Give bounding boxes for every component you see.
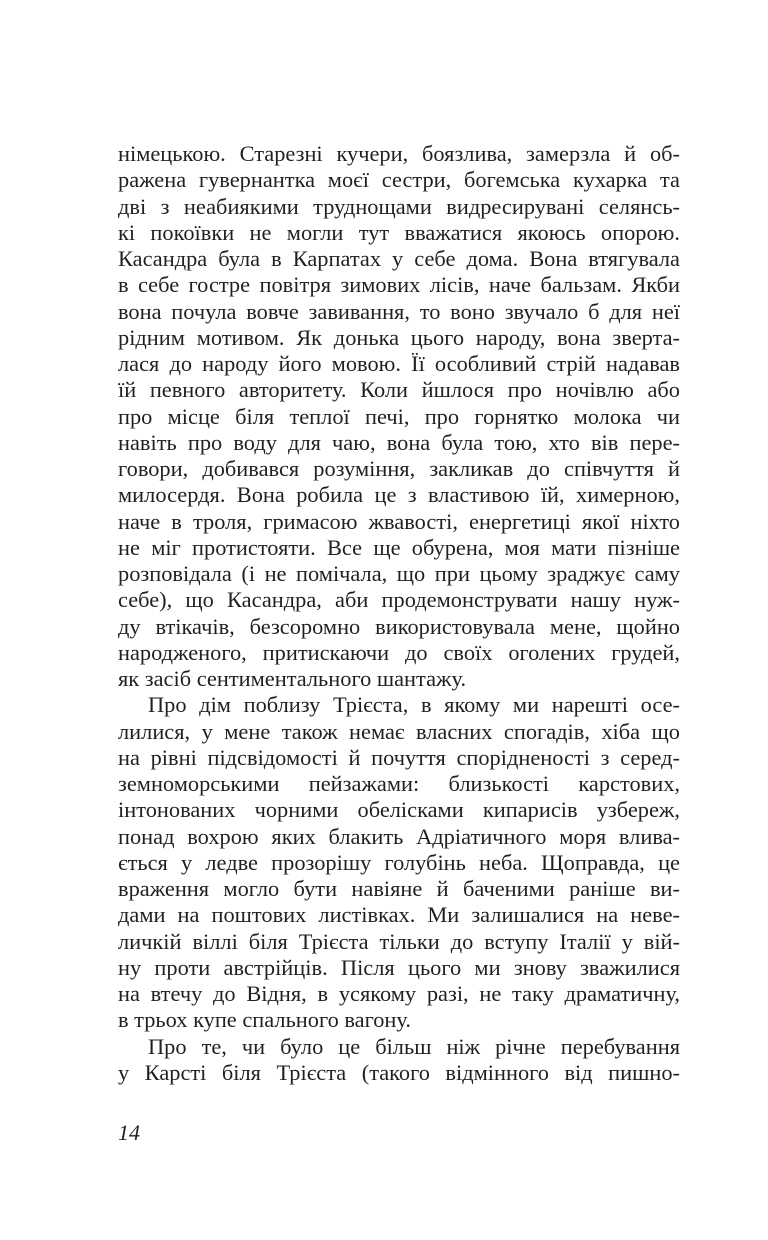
text-line: говори, добивався розуміння, закликав до співчуття й <box>118 456 680 481</box>
text-line: інтонованих чорними обелісками кипарисів узбереж, <box>118 797 680 823</box>
text-line: їй певного авторитету. Коли йшлося про ночівлю або <box>118 377 680 403</box>
text-line: себе), що Касандра, аби продемонструвати нашу нуж- <box>118 587 680 613</box>
text-line: народженого, притискаючи до своїх оголених грудей, <box>118 639 680 665</box>
text-line: навіть про воду для чаю, вона була тою, хто вів пере- <box>118 429 680 455</box>
text-line: на втечу до Відня, в усякому разі, не таку драматичну, <box>118 981 680 1006</box>
text-line: вона почула вовче завивання, то воно звучало б для неї <box>118 298 680 324</box>
text-line: милосердя. Вона робила це з властивою їй, химерною, <box>118 482 680 508</box>
text-line: розповідала (і не помічала, що при цьому зраджує саму <box>118 561 680 586</box>
text-line: дві з неабиякими труднощами видресирувані селянсь- <box>118 193 680 219</box>
paragraph <box>118 692 680 1033</box>
text-line: німецькою. Старезні кучери, боязлива, замерзла й об- <box>118 141 680 166</box>
text-line: як засіб сентиментального шантажу. <box>118 666 467 691</box>
text-line: про місце біля теплої печі, про горнятко молока чи <box>118 403 680 429</box>
text-line: ється у ледве прозорішу голубінь неба. Щоправда, це <box>118 849 680 875</box>
text-line: у Карсті біля Трієста (такого відмінного від пишно- <box>118 1059 680 1085</box>
text-line: рідним мотивом. Як донька цього народу, вона зверта- <box>118 324 680 350</box>
text-line: ну проти австрійців. Після цього ми знову зважилися <box>118 954 680 980</box>
paragraph <box>118 1034 680 1087</box>
text-line: дами на поштових листівках. Ми залишалися на неве- <box>118 902 680 928</box>
text-line: земноморськими пейзажами: близькості карстових, <box>118 771 680 796</box>
text-line: в себе гостре повітря зимових лісів, наче бальзам. Якби <box>118 272 680 298</box>
text-line: Про дім поблизу Трієста, в якому ми нарешті осе- <box>148 692 680 718</box>
text-line: в трьох купе спального вагону. <box>118 1007 411 1033</box>
text-line: не міг протистояти. Все ще обурена, моя мати пізніше <box>118 534 680 560</box>
text-line: наче в троля, гримасою жвавості, енергетиці якої ніхто <box>118 508 680 534</box>
text-line: лася до народу його мовою. Її особливий стрій надавав <box>118 351 680 376</box>
text-line: на рівні підсвідомості й почуття спорідненості з серед- <box>118 744 680 770</box>
text-line: враження могло бути навіяне й баченими раніше ви- <box>118 876 680 901</box>
text-line: понад вохрою яких блакить Адріатичного моря влива- <box>118 823 680 849</box>
text-line: ду втікачів, безсоромно використовувала мене, щойно <box>118 613 680 639</box>
text-line: Про те, чи було це більш ніж річне перебування <box>148 1033 680 1059</box>
text-line: лилися, у мене також немає власних спогадів, хіба що <box>118 718 680 744</box>
page-number: 14 <box>118 1120 140 1145</box>
text-line: кі покоївки не могли тут вважатися якоюсь опорою. <box>118 219 680 245</box>
body-text <box>118 141 680 1086</box>
text-line: личкій віллі біля Трієста тільки до вступу Італії у вій- <box>118 928 680 954</box>
paragraph <box>118 141 680 692</box>
text-line: Касандра була в Карпатах у себе дома. Вона втягувала <box>118 246 680 271</box>
text-line: ражена гувернантка моєї сестри, богемська кухарка та <box>118 167 680 193</box>
